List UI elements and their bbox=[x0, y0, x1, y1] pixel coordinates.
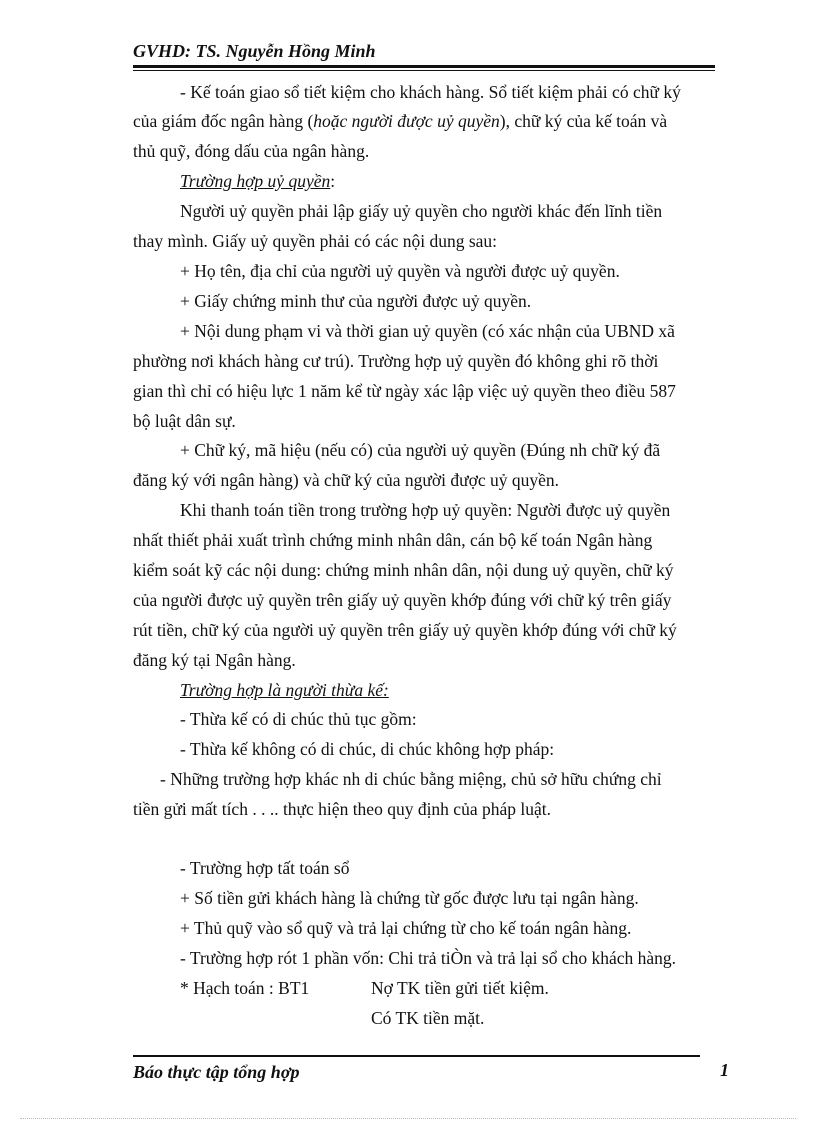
paragraph-line: Người uỷ quyền phải lập giấy uỷ quyền cho người khác đến lĩnh tiền bbox=[180, 201, 663, 221]
section-heading bbox=[180, 170, 335, 192]
paragraph-line: + Thủ quỹ vào sổ quỹ và trả lại chứng từ cho kế toán ngân hàng. bbox=[180, 918, 632, 938]
paragraph-line: + Số tiền gửi khách hàng là chứng từ gốc được lưu tại ngân hàng. bbox=[180, 888, 639, 908]
paragraph-line: - Trường hợp tất toán sổ bbox=[180, 858, 350, 878]
paragraph-line: rút tiền, chữ ký của người uỷ quyền trên giấy uỷ quyền khớp đúng với chữ ký bbox=[133, 620, 677, 640]
paragraph-line: đăng ký với ngân hàng) và chữ ký của người được uỷ quyền. bbox=[133, 470, 560, 490]
section-heading: Trường hợp là người thừa kế: bbox=[180, 680, 389, 700]
paragraph-line: - Trường hợp rót 1 phần vốn: Chi trả tiÒn và trả lại sổ cho khách hàng. bbox=[180, 948, 677, 968]
paragraph-line: + Giấy chứng minh thư của người được uỷ quyền. bbox=[180, 291, 532, 311]
paragraph-line: - Kế toán giao sổ tiết kiệm cho khách hàng. Sổ tiết kiệm phải có chữ ký bbox=[180, 82, 681, 102]
page-header bbox=[133, 40, 713, 62]
paragraph-line: + Chữ ký, mã hiệu (nếu có) của người uỷ quyền (Đúng nh chữ ký đã bbox=[180, 440, 661, 460]
paragraph-line: nhất thiết phải xuất trình chứng minh nhân dân, cán bộ kế toán Ngân hàng bbox=[133, 530, 653, 550]
italic-span: hoặc người được uỷ quyền bbox=[313, 111, 500, 131]
header-title: GVHD: TS. Nguyễn Hồng Minh bbox=[133, 41, 376, 61]
paragraph-line: phường nơi khách hàng cư trú). Trường hợp uỷ quyền đó không ghi rõ thời bbox=[133, 351, 659, 371]
paragraph-line: bộ luật dân sự. bbox=[133, 411, 236, 431]
heading-text: Trường hợp uỷ quyền bbox=[180, 171, 331, 191]
paragraph-line: + Nội dung phạm vi và thời gian uỷ quyền (có xác nhận của UBND xã bbox=[180, 321, 675, 341]
footer-rule bbox=[133, 1055, 700, 1057]
paragraph-line: + Họ tên, địa chỉ của người uỷ quyền và người được uỷ quyền. bbox=[180, 261, 620, 281]
paragraph-line: - Thừa kế không có di chúc, di chúc không hợp pháp: bbox=[180, 739, 555, 759]
paragraph-line: tiền gửi mất tích . . .. thực hiện theo quy định của pháp luật. bbox=[133, 799, 551, 819]
paragraph-line: đăng ký tại Ngân hàng. bbox=[133, 650, 296, 670]
text-span: của giám đốc ngân hàng ( bbox=[133, 111, 314, 131]
paragraph-line: thủ quỹ, đóng dấu của ngân hàng. bbox=[133, 141, 370, 161]
paragraph-line: thay mình. Giấy uỷ quyền phải có các nội dung sau: bbox=[133, 231, 498, 251]
header-rule bbox=[133, 65, 715, 71]
paragraph-line bbox=[133, 110, 723, 132]
accounting-entry-credit: Có TK tiền mặt. bbox=[371, 1008, 485, 1028]
paragraph-line: của người được uỷ quyền trên giấy uỷ quyền khớp đúng với chữ ký trên giấy bbox=[133, 590, 672, 610]
paragraph-line: gian thì chỉ có hiệu lực 1 năm kể từ ngày xác lập việc uỷ quyền theo điều 587 bbox=[133, 381, 676, 401]
heading-colon: : bbox=[330, 171, 336, 191]
page-bottom-border bbox=[20, 1118, 796, 1119]
accounting-entry-label: * Hạch toán : BT1 bbox=[180, 978, 310, 998]
page-number: 1 bbox=[720, 1060, 729, 1080]
text-span: ), chữ ký của kế toán và bbox=[499, 111, 668, 131]
footer-title: Báo thực tập tổng hợp bbox=[133, 1062, 300, 1082]
paragraph-line: - Những trường hợp khác nh di chúc bằng miệng, chủ sở hữu chứng chỉ bbox=[160, 769, 662, 789]
paragraph-line: - Thừa kế có di chúc thủ tục gồm: bbox=[180, 709, 417, 729]
paragraph-line: kiểm soát kỹ các nội dung: chứng minh nhân dân, nội dung uỷ quyền, chữ ký bbox=[133, 560, 674, 580]
paragraph-line: Khi thanh toán tiền trong trường hợp uỷ quyền: Người được uỷ quyền bbox=[180, 500, 671, 520]
accounting-entry-debit: Nợ TK tiền gửi tiết kiệm. bbox=[371, 978, 549, 998]
